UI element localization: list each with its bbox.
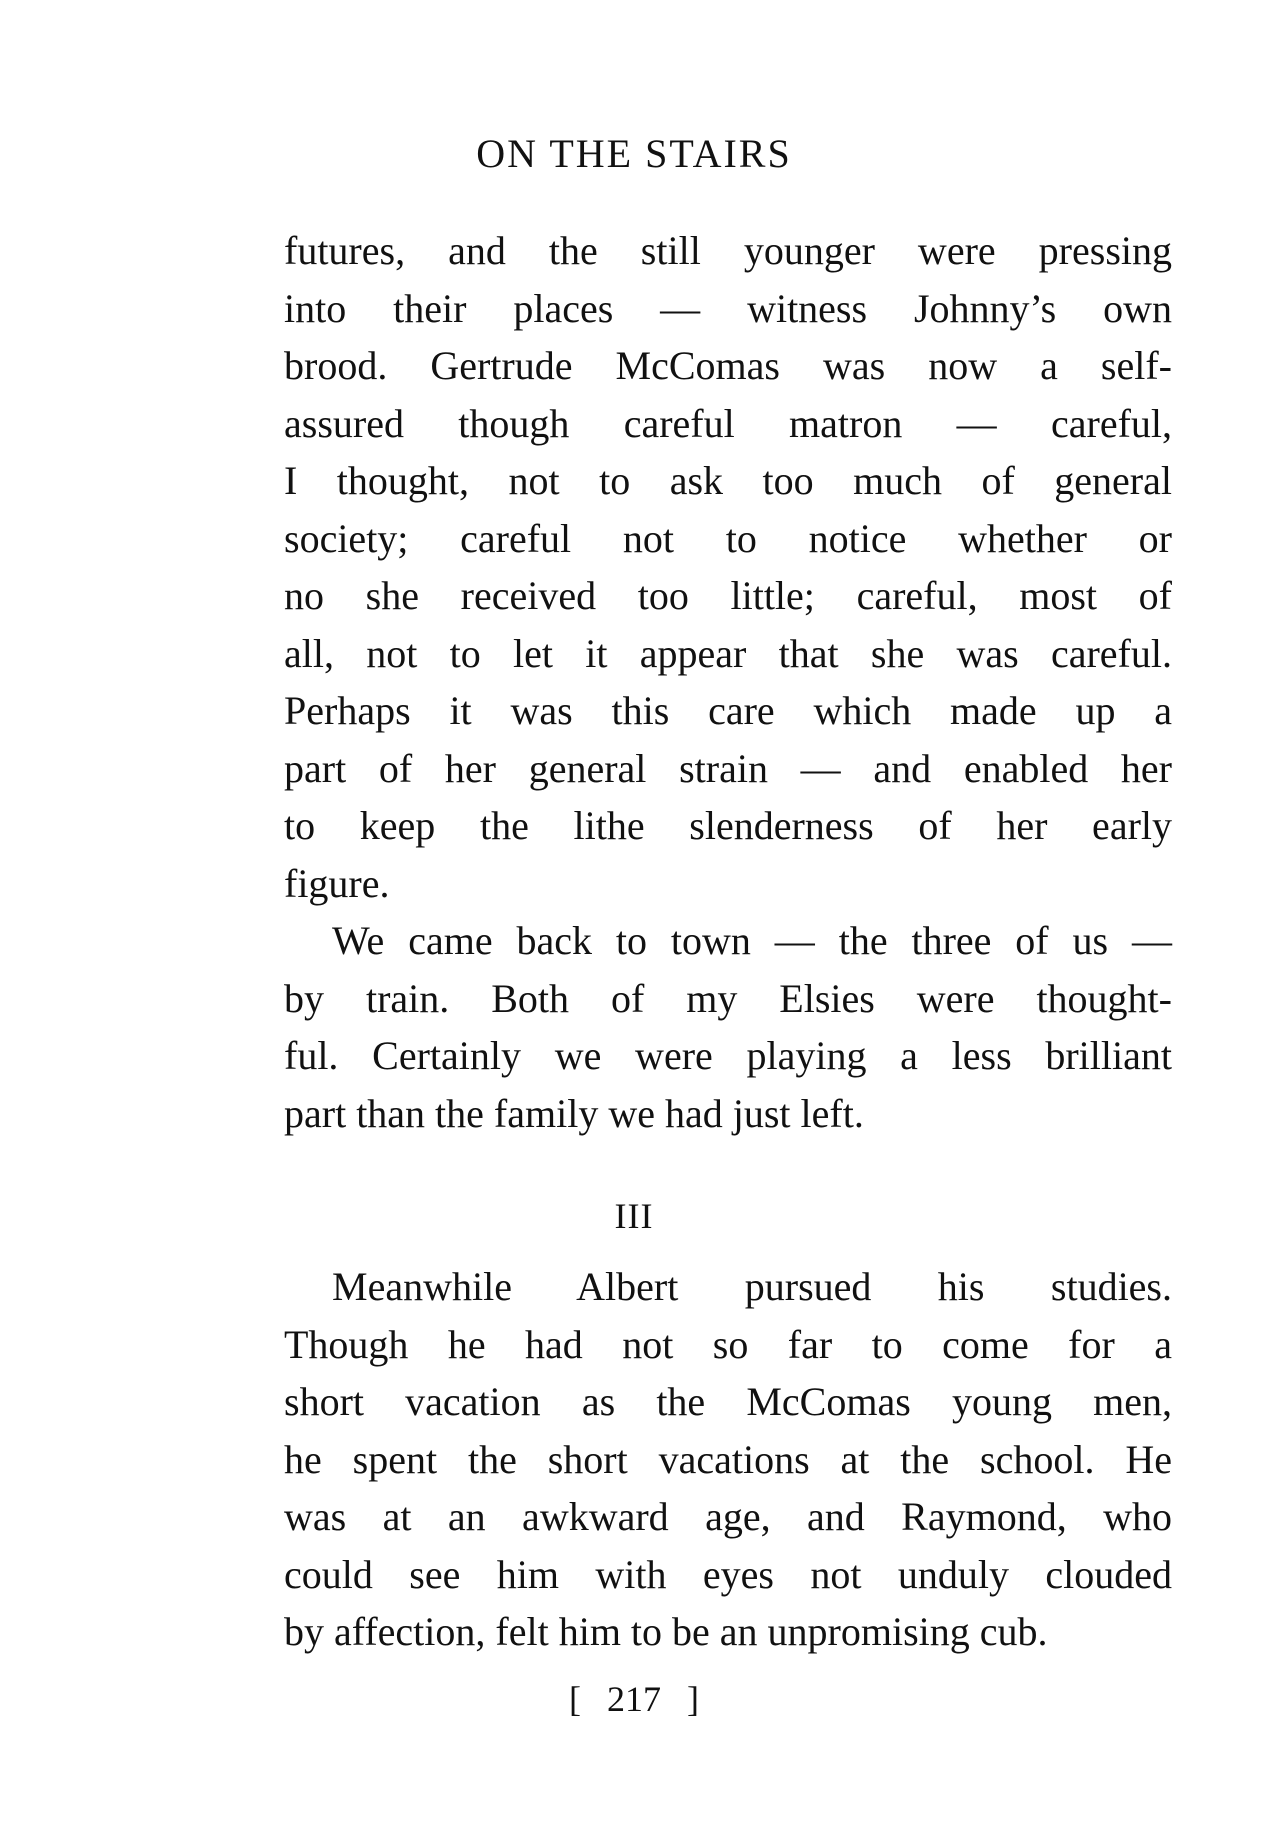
text-line: to keep the lithe slenderness of her early [284, 803, 1172, 848]
page-number-folio [0, 1678, 1268, 1720]
text-line: society; careful not to notice whether or [284, 515, 1172, 561]
section-number: III [614, 1196, 654, 1236]
text-line: into their places — witness Johnny’s own [284, 285, 1172, 331]
text-line: ful. Certainly we were playing a less brilliant [284, 1033, 1172, 1078]
text-line: Though he had not so far to come for a [284, 1321, 1172, 1367]
text-line: part than the family we had just left. [284, 1090, 864, 1136]
text-line: figure. [284, 860, 390, 906]
text-line: Perhaps it was this care which made up a [284, 688, 1172, 733]
text-line: all, not to let it appear that she was careful. [284, 630, 1172, 676]
text-line: could see him with eyes not unduly clouded [284, 1551, 1172, 1597]
page-number: 217 [607, 1679, 661, 1719]
text-line: by affection, felt him to be an unpromising cub. [284, 1609, 1048, 1654]
text-line: assured though careful matron — careful, [284, 400, 1172, 446]
paragraph-block-2 [284, 1258, 1172, 1661]
text-line: We came back to town — the three of us — [332, 918, 1172, 963]
text-line: part of her general strain — and enabled her [284, 745, 1172, 791]
text-line: short vacation as the McComas young men, [284, 1379, 1172, 1424]
text-line: no she received too little; careful, most of [284, 573, 1172, 618]
folio-open-bracket: [ [569, 1679, 581, 1719]
text-line: by train. Both of my Elsies were thought- [284, 975, 1172, 1021]
text-line: was at an awkward age, and Raymond, who [284, 1494, 1172, 1539]
folio-close-bracket: ] [687, 1679, 699, 1719]
text-line: brood. Gertrude McComas was now a self- [284, 343, 1172, 388]
text-line: I thought, not to ask too much of general [284, 458, 1172, 503]
text-line: futures, and the still younger were pressing [284, 228, 1172, 273]
paragraph-block-1 [284, 222, 1172, 1142]
running-head: ON THE STAIRS [476, 131, 792, 176]
text-line: he spent the short vacations at the school. He [284, 1436, 1172, 1482]
text-line: Meanwhile Albert pursued his studies. [332, 1264, 1172, 1309]
